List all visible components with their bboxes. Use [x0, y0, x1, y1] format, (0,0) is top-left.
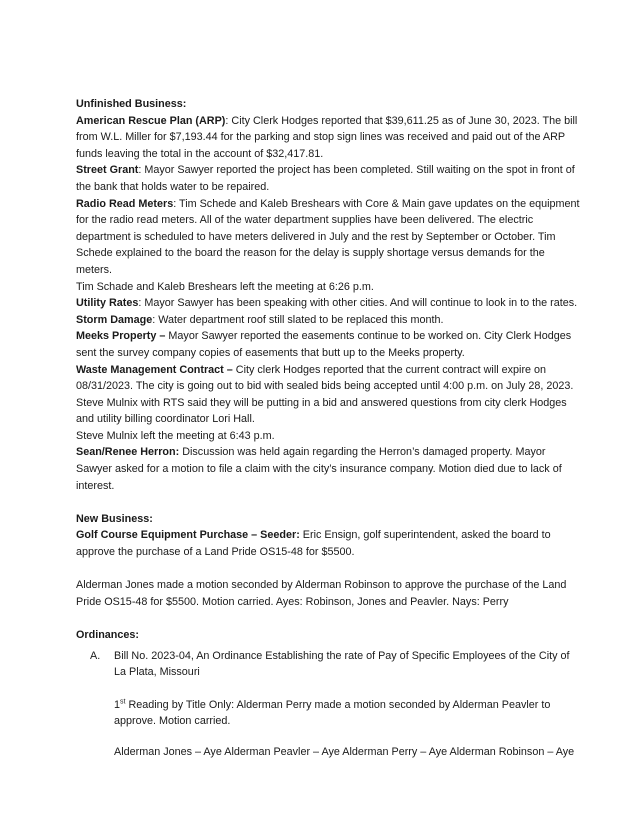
golf-text: Eric Ensign, golf superintendent, asked the board to approve the purchase of a Land Pride OS15-48 for $5500.	[76, 529, 551, 559]
new-business-heading: New Business:	[76, 512, 153, 525]
utility-rates-paragraph	[76, 295, 580, 312]
radio-read-text: : Tim Schede and Kaleb Breshears with Core & Main gave updates on the equipment for the radio read meters. All of the water department supplies have been delivered. The electric department is scheduled to have meters delivered in July and the rest by September or October. Tim Schede explained to the board the reason for the delay is supply shortage versus demands for the meters.	[76, 197, 580, 276]
storm-damage-title: Storm Damage	[76, 313, 153, 326]
herron-text: Discussion was held again regarding the Herron’s damaged property. Mayor Sawyer asked for a motion to file a claim with the city’s insurance company. Motion died due to lack of interest.	[76, 446, 562, 492]
meeks-property-title: Meeks Property –	[76, 330, 166, 343]
herron-title: Sean/Renee Herron:	[76, 446, 180, 459]
ordinance-reading-text: Reading by Title Only: Alderman Perry made a motion seconded by Alderman Peavler to approve. Motion carried.	[114, 698, 551, 728]
radio-read-left-note: Tim Schade and Kaleb Breshears left the meeting at 6:26 p.m.	[76, 280, 374, 293]
arp-paragraph	[76, 113, 580, 163]
golf-paragraph	[76, 527, 580, 560]
waste-management-left-note: Steve Mulnix left the meeting at 6:43 p.m.	[76, 429, 275, 442]
ordinance-item-body	[114, 648, 580, 761]
street-grant-text: : Mayor Sawyer reported the project has been completed. Still waiting on the spot in front of the bank that holds water to be repaired.	[76, 164, 575, 193]
street-grant-paragraph	[76, 162, 580, 195]
utility-rates-title: Utility Rates	[76, 297, 139, 310]
ordinance-item	[76, 648, 580, 761]
storm-damage-text: : Water department roof still slated to be replaced this month.	[152, 313, 444, 326]
radio-read-paragraph	[76, 196, 580, 279]
ordinances-heading: Ordinances:	[76, 629, 139, 641]
waste-management-paragraph	[76, 362, 580, 428]
storm-damage-paragraph	[76, 312, 580, 329]
ordinance-reading	[114, 697, 580, 730]
waste-management-text: City clerk Hodges reported that the current contract will expire on 08/31/2023. The city is going out to bid with sealed bids being accepted until 4:00 p.m. on July 28, 2023. Steve Mulnix with RTS said they will be putting in a bid and answered questions from city clerk Hodges and utility billing coordinator Lori Hall.	[76, 363, 574, 426]
section-spacer	[76, 610, 580, 627]
utility-rates-text: : Mayor Sawyer has been speaking with other cities. And will continue to look in to the rates.	[138, 297, 578, 310]
arp-title: American Rescue Plan (ARP)	[76, 114, 226, 127]
radio-read-title: Radio Read Meters	[76, 197, 174, 210]
ordinance-item-text: Bill No. 2023-04, An Ordinance Establishing the rate of Pay of Specific Employees of the City of La Plata, Missouri	[114, 649, 570, 679]
arp-text: : City Clerk Hodges reported that $39,611.25 as of June 30, 2023. The bill from W.L. Miller for $7,193.44 for the parking and stop sign lines was received and paid out of the ARP funds leaving the total in the account of $32,417.81.	[76, 114, 578, 160]
ordinance-votes: Alderman Jones – Aye Alderman Peavler – Aye Alderman Perry – Aye Alderman Robinson – Aye	[114, 745, 575, 758]
ordinance-item-letter: A.	[90, 649, 101, 662]
meeks-property-paragraph	[76, 328, 580, 361]
paragraph-spacer	[76, 561, 580, 578]
herron-paragraph	[76, 444, 580, 494]
meeks-property-text: Mayor Sawyer reported the easements continue to be worked on. City Clerk Hodges sent the survey company copies of easements that butt up to the Meeks property.	[76, 330, 572, 359]
golf-title: Golf Course Equipment Purchase – Seeder:	[76, 529, 300, 542]
street-grant-title: Street Grant	[76, 164, 139, 177]
unfinished-business-heading: Unfinished Business:	[76, 98, 187, 110]
waste-management-title: Waste Management Contract –	[76, 363, 233, 376]
ordinance-reading-number: 1	[114, 698, 121, 711]
section-spacer	[76, 494, 580, 511]
ordinance-reading-suffix: st	[120, 698, 126, 706]
golf-motion-paragraph: Alderman Jones made a motion seconded by Alderman Robinson to approve the purchase of the Land Pride OS15-48 for $5500. Motion carried. Ayes: Robinson, Jones and Peavler. Nays: Perry	[76, 579, 567, 608]
